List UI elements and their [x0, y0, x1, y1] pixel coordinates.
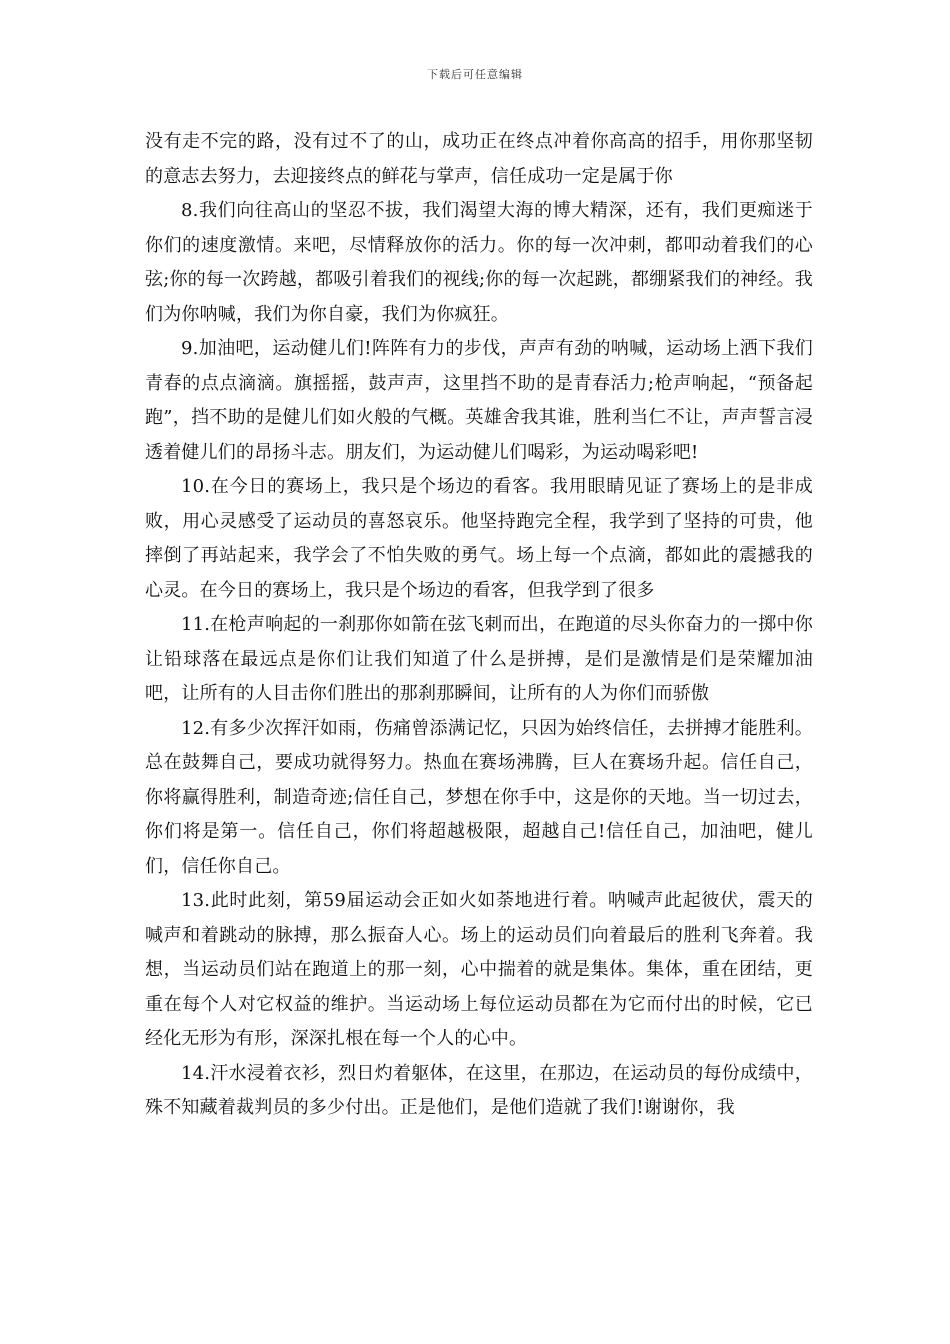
- document-body: [145, 125, 813, 1126]
- page-header: 下载后可任意编辑: [427, 68, 523, 81]
- paragraph-8: 8.我们向往高山的坚忍不拔，我们渴望大海的博大精深，还有，我们更痴迷于你们的速度激情。来吧，尽情释放你的活力。你的每一次冲刺，都叩动着我们的心弦;你的每一次跨越，都吸引着我们的视线;你的每一次起跳，都绷紧我们的神经。我们为你呐喊，我们为你自豪，我们为你疯狂。: [145, 200, 813, 325]
- paragraph-12: 12.有多少次挥汗如雨，伤痛曾添满记忆，只因为始终信任，去拼搏才能胜利。总在鼓舞自己，要成功就得努力。热血在赛场沸腾，巨人在赛场升起。信任自己，你将赢得胜利，制造奇迹;信任自己，梦想在你手中，这是你的天地。当一切过去，你们将是第一。信任自己，你们将超越极限，超越自己!信任自己，加油吧，健儿们，信任你自己。: [145, 717, 813, 877]
- paragraph-continued: 没有走不完的路，没有过不了的山，成功正在终点冲着你高高的招手，用你那坚韧的意志去努力，去迎接终点的鲜花与掌声，信任成功一定是属于你: [145, 131, 813, 187]
- paragraph-11: 11.在枪声响起的一刹那你如箭在弦飞刺而出，在跑道的尽头你奋力的一掷中你让铅球落在最远点是你们让我们知道了什么是拼搏，是们是激情是们是荣耀加油吧，让所有的人目击你们胜出的那刹那瞬间，让所有的人为你们而骄傲: [145, 614, 813, 704]
- paragraph-10: 10.在今日的赛场上，我只是个场边的看客。我用眼睛见证了赛场上的是非成败，用心灵感受了运动员的喜怒哀乐。他坚持跑完全程，我学到了坚持的可贵，他摔倒了再站起来，我学会了不怕失败的勇气。场上每一个点滴，都如此的震撼我的心灵。在今日的赛场上，我只是个场边的看客，但我学到了很多: [145, 476, 813, 601]
- paragraph-9: 9.加油吧，运动健儿们!阵阵有力的步伐，声声有劲的呐喊，运动场上洒下我们青春的点点滴滴。旗摇摇，鼓声声，这里挡不助的是青春活力;枪声响起，“预备起跑”，挡不助的是健儿们如火般的气概。英雄舍我其谁，胜利当仁不让，声声誓言浸透着健儿们的昂扬斗志。朋友们，为运动健儿们喝彩，为运动喝彩吧!: [145, 338, 813, 463]
- paragraph-14: 14.汗水浸着衣衫，烈日灼着躯体，在这里，在那边，在运动员的每份成绩中，殊不知藏着裁判员的多少付出。正是他们，是他们造就了我们!谢谢你，我: [145, 1062, 813, 1118]
- paragraph-13: 13.此时此刻，第59届运动会正如火如荼地进行着。呐喊声此起彼伏，震天的喊声和着跳动的脉搏，那么振奋人心。场上的运动员们向着最后的胜利飞奔着。我想，当运动员们站在跑道上的那一刻，心中揣着的就是集体。集体，重在团结，更重在每个人对它权益的维护。当运动场上每位运动员都在为它而付出的时候，它已经化无形为有形，深深扎根在每一个人的心中。: [145, 890, 813, 1049]
